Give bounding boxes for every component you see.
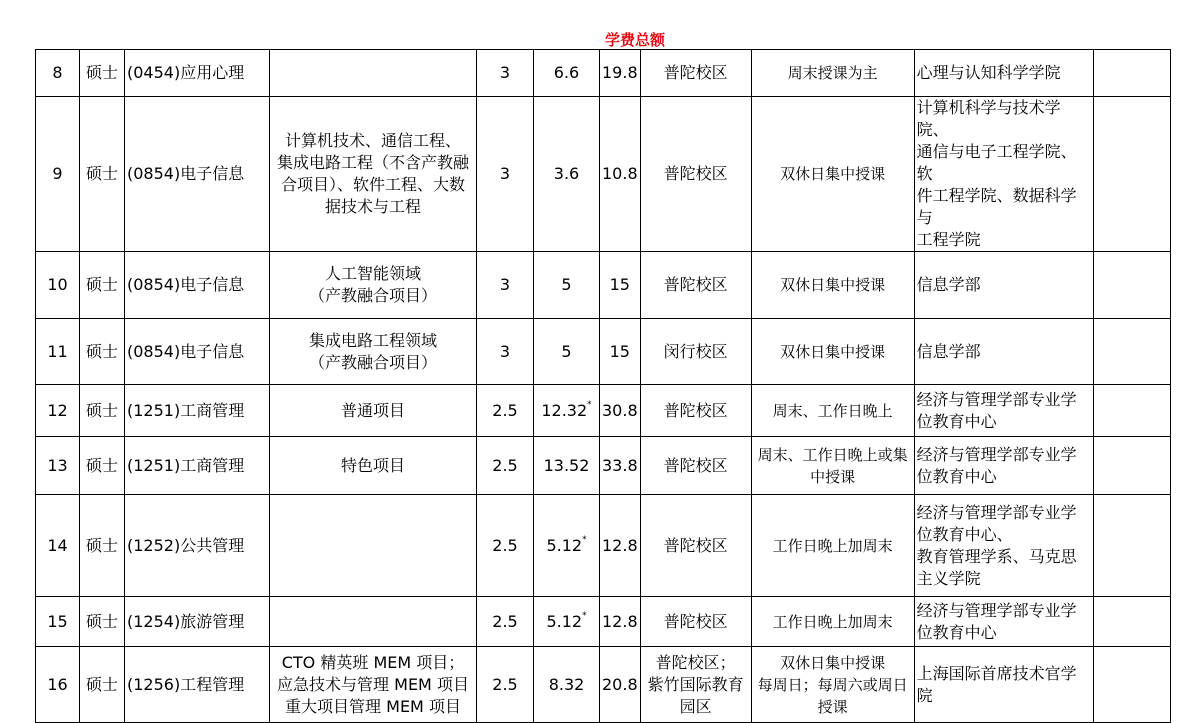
direction-cell-line: 特色项目 — [340, 455, 405, 475]
table-row — [36, 319, 1171, 385]
annual-fee-cell-text: 8.32 — [548, 674, 585, 694]
table-row — [36, 252, 1171, 319]
years-cell-text: 3 — [499, 341, 511, 361]
annual-fee-cell — [534, 252, 600, 319]
direction-cell — [270, 597, 477, 647]
major-cell-text: (1254)旅游管理 — [127, 611, 245, 631]
total-fee-cell-text: 15 — [609, 341, 630, 361]
major-cell-text: (0454)应用心理 — [127, 63, 245, 82]
school-cell-line: 位教育中心 — [916, 622, 997, 642]
degree-cell-text: 硕士 — [85, 674, 118, 694]
row-number-text: 11 — [47, 341, 68, 361]
campus-cell — [640, 597, 751, 647]
direction-cell — [270, 437, 477, 495]
degree-cell — [80, 319, 125, 385]
total-fee-cell — [600, 495, 641, 597]
direction-cell-line: （产教融合项目） — [308, 286, 437, 305]
table-row — [36, 385, 1171, 437]
major-cell — [125, 252, 270, 319]
row-number — [36, 495, 80, 597]
annual-fee-cell-text: 5 — [561, 341, 572, 361]
teaching-mode-cell — [751, 97, 914, 252]
direction-cell-line: 应急技术与管理 MEM 项目 — [277, 674, 469, 694]
degree-cell — [80, 385, 125, 437]
total-fee-cell-text: 10.8 — [602, 164, 638, 183]
campus-cell-line: 普陀校区 — [663, 455, 728, 475]
teaching-mode-cell-line: 双休日集中授课 — [780, 653, 886, 672]
annual-fee-cell — [534, 97, 600, 252]
school-cell-line: 通信与电子工程学院、软 — [916, 142, 1077, 183]
direction-cell-line: （产教融合项目） — [308, 352, 437, 372]
teaching-mode-cell — [751, 495, 914, 597]
degree-cell — [80, 437, 125, 495]
major-cell-text: (1251)工商管理 — [127, 455, 245, 475]
table-row — [36, 97, 1171, 252]
campus-cell-line: 普陀校区 — [663, 275, 728, 294]
degree-cell-text: 硕士 — [85, 63, 118, 82]
years-cell — [477, 252, 534, 319]
years-cell-text: 2.5 — [492, 674, 518, 694]
major-cell-text: (0854)电子信息 — [127, 275, 245, 294]
remarks-cell — [1093, 597, 1170, 647]
school-cell — [914, 495, 1093, 597]
row-number-text: 16 — [47, 674, 68, 694]
major-cell-text: (1251)工商管理 — [127, 400, 245, 420]
campus-cell — [640, 495, 751, 597]
annual-fee-cell-text: 5 — [561, 275, 572, 294]
years-cell — [477, 437, 534, 495]
school-cell-line: 经济与管理学部专业学 — [916, 502, 1077, 522]
school-cell — [914, 50, 1093, 97]
degree-cell — [80, 647, 125, 723]
degree-cell — [80, 597, 125, 647]
degree-cell-text: 硕士 — [85, 535, 118, 555]
teaching-mode-cell-line: 周末、工作日晚上或集 — [757, 445, 908, 464]
annual-fee-cell-text: 5.12 — [546, 611, 583, 631]
major-cell — [125, 437, 270, 495]
direction-cell — [270, 97, 477, 252]
school-cell-line: 位教育中心 — [916, 411, 997, 431]
teaching-mode-cell-line: 双休日集中授课 — [780, 165, 886, 183]
annual-fee-cell — [534, 495, 600, 597]
years-cell-text: 2.5 — [492, 400, 518, 420]
years-cell-text: 2.5 — [492, 535, 518, 555]
total-fee-cell — [600, 252, 641, 319]
annual-fee-mark: * — [582, 610, 587, 621]
table-row — [36, 647, 1171, 723]
row-number-text: 10 — [47, 275, 68, 294]
remarks-cell — [1093, 437, 1170, 495]
teaching-mode-cell — [751, 597, 914, 647]
school-cell-line: 经济与管理学部专业学 — [916, 600, 1077, 620]
years-cell — [477, 495, 534, 597]
total-fee-cell-text: 19.8 — [602, 63, 638, 82]
years-cell-text: 2.5 — [492, 455, 518, 475]
degree-cell-text: 硕士 — [85, 611, 118, 631]
direction-cell-line: 集成电路工程（不含产教融 — [276, 153, 469, 172]
annual-fee-cell — [534, 597, 600, 647]
degree-cell-text: 硕士 — [85, 275, 118, 294]
years-cell-text: 3 — [499, 164, 511, 183]
annual-fee-cell — [534, 319, 600, 385]
annual-fee-mark: * — [587, 399, 592, 410]
school-cell — [914, 97, 1093, 252]
annual-fee-cell-text: 5.12 — [546, 535, 583, 555]
row-number — [36, 437, 80, 495]
campus-cell-line: 普陀校区 — [663, 535, 728, 555]
row-number — [36, 50, 80, 97]
school-cell — [914, 385, 1093, 437]
years-cell — [477, 97, 534, 252]
school-cell-line: 信息学部 — [916, 275, 981, 294]
school-cell-line: 心理与认知科学学院 — [916, 63, 1061, 82]
years-cell — [477, 385, 534, 437]
table-row — [36, 495, 1171, 597]
school-cell — [914, 647, 1093, 723]
remarks-cell — [1093, 50, 1170, 97]
campus-cell-line: 闵行校区 — [663, 341, 728, 361]
annual-fee-cell-text: 6.6 — [553, 63, 580, 82]
degree-cell — [80, 50, 125, 97]
major-cell — [125, 647, 270, 723]
annual-fee-cell — [534, 647, 600, 723]
school-cell — [914, 252, 1093, 319]
annual-fee-cell — [534, 50, 600, 97]
table-row — [36, 597, 1171, 647]
degree-cell-text: 硕士 — [85, 400, 118, 420]
teaching-mode-cell-line: 授课 — [817, 697, 848, 716]
campus-cell-line: 普陀校区； — [655, 652, 736, 672]
degree-cell-text: 硕士 — [85, 455, 118, 475]
degree-cell-text: 硕士 — [85, 164, 118, 183]
campus-cell — [640, 252, 751, 319]
teaching-mode-cell-line: 周末授课为主 — [787, 64, 878, 82]
table-row — [36, 50, 1171, 97]
row-number-text: 14 — [47, 535, 68, 555]
annual-fee-cell-text: 12.32 — [541, 400, 588, 420]
campus-cell-line: 普陀校区 — [663, 164, 728, 183]
school-cell-line: 主义学院 — [916, 568, 981, 588]
direction-cell-line: 普通项目 — [340, 400, 405, 420]
total-fee-cell-text: 12.8 — [602, 535, 638, 555]
total-fee-cell-text: 30.8 — [602, 400, 638, 420]
years-cell-text: 3 — [499, 63, 511, 82]
remarks-cell — [1093, 647, 1170, 723]
degree-cell-text: 硕士 — [85, 341, 118, 361]
row-number — [36, 385, 80, 437]
campus-cell — [640, 50, 751, 97]
campus-cell — [640, 437, 751, 495]
total-fee-cell — [600, 385, 641, 437]
total-fee-cell — [600, 50, 641, 97]
direction-cell — [270, 319, 477, 385]
school-cell-line: 教育管理学系、马克思 — [916, 546, 1077, 566]
major-cell — [125, 495, 270, 597]
school-cell-line: 经济与管理学部专业学 — [916, 444, 1077, 464]
school-cell-line: 位教育中心 — [916, 466, 997, 486]
teaching-mode-cell — [751, 252, 914, 319]
campus-cell — [640, 647, 751, 723]
row-number — [36, 97, 80, 252]
major-cell-text: (0854)电子信息 — [127, 164, 245, 183]
years-cell — [477, 319, 534, 385]
years-cell — [477, 50, 534, 97]
teaching-mode-cell-line: 工作日晚上加周末 — [772, 536, 893, 555]
row-number — [36, 597, 80, 647]
school-cell-line: 经济与管理学部专业学 — [916, 389, 1077, 409]
teaching-mode-cell — [751, 50, 914, 97]
school-cell-line: 位教育中心、 — [916, 524, 1013, 544]
remarks-cell — [1093, 319, 1170, 385]
total-fee-cell-text: 33.8 — [602, 455, 638, 475]
direction-cell — [270, 50, 477, 97]
school-cell — [914, 437, 1093, 495]
teaching-mode-cell-line: 双休日集中授课 — [780, 342, 886, 361]
school-cell-line: 工程学院 — [916, 230, 981, 249]
degree-cell — [80, 252, 125, 319]
major-cell — [125, 319, 270, 385]
campus-cell-line: 普陀校区 — [663, 63, 728, 82]
program-table — [35, 49, 1171, 723]
direction-cell — [270, 495, 477, 597]
school-cell-line: 计算机科学与技术学院、 — [916, 98, 1061, 139]
years-cell — [477, 647, 534, 723]
school-cell — [914, 597, 1093, 647]
teaching-mode-cell — [751, 319, 914, 385]
teaching-mode-cell-line: 中授课 — [810, 467, 856, 486]
annual-fee-cell — [534, 385, 600, 437]
direction-cell-line: 计算机技术、通信工程、 — [284, 131, 461, 150]
direction-cell — [270, 252, 477, 319]
teaching-mode-cell-line: 双休日集中授课 — [780, 276, 886, 294]
campus-cell-line: 普陀校区 — [663, 611, 728, 631]
school-cell-line: 件工程学院、数据科学与 — [916, 186, 1077, 227]
annual-fee-cell-text: 13.52 — [543, 455, 590, 475]
campus-cell-line: 园区 — [679, 696, 712, 716]
total-fee-cell — [600, 319, 641, 385]
school-cell-line: 信息学部 — [916, 341, 981, 361]
direction-cell-line: CTO 精英班 MEM 项目； — [281, 652, 465, 672]
major-cell — [125, 597, 270, 647]
teaching-mode-cell-line: 周末、工作日晚上 — [772, 401, 893, 420]
remarks-cell — [1093, 495, 1170, 597]
major-cell-text: (0854)电子信息 — [127, 341, 245, 361]
total-fee-cell — [600, 647, 641, 723]
major-cell — [125, 97, 270, 252]
remarks-cell — [1093, 252, 1170, 319]
major-cell — [125, 385, 270, 437]
total-fee-cell-text: 12.8 — [602, 611, 638, 631]
campus-cell — [640, 97, 751, 252]
major-cell — [125, 50, 270, 97]
row-number — [36, 319, 80, 385]
years-cell-text: 3 — [499, 275, 511, 294]
total-fee-cell-text: 15 — [609, 275, 630, 294]
direction-cell-line: 重大项目管理 MEM 项目 — [285, 696, 461, 716]
remarks-cell — [1093, 385, 1170, 437]
row-number-text: 9 — [52, 164, 63, 183]
row-number-text: 15 — [47, 611, 68, 631]
direction-cell-line: 集成电路工程领域 — [308, 330, 437, 350]
teaching-mode-cell — [751, 437, 914, 495]
teaching-mode-cell-line: 工作日晚上加周末 — [772, 612, 893, 631]
row-number-text: 12 — [47, 400, 68, 420]
campus-cell — [640, 385, 751, 437]
campus-cell-line: 紫竹国际教育 — [647, 674, 744, 694]
major-cell-text: (1256)工程管理 — [127, 674, 245, 694]
annual-fee-cell-text: 3.6 — [553, 164, 580, 183]
degree-cell — [80, 495, 125, 597]
total-fee-cell-text: 20.8 — [602, 674, 638, 694]
school-cell — [914, 319, 1093, 385]
years-cell-text: 2.5 — [492, 611, 518, 631]
row-number — [36, 252, 80, 319]
campus-cell — [640, 319, 751, 385]
major-cell-text: (1252)公共管理 — [127, 535, 245, 555]
direction-cell-line: 据技术与工程 — [324, 197, 421, 216]
teaching-mode-cell — [751, 647, 914, 723]
remarks-cell — [1093, 97, 1170, 252]
teaching-mode-cell-line: 每周日；每周六或周日 — [757, 675, 908, 694]
total-fee-cell — [600, 437, 641, 495]
row-number-text: 8 — [52, 63, 63, 82]
direction-cell — [270, 385, 477, 437]
total-fee-cell — [600, 597, 641, 647]
school-cell-line: 上海国际首席技术官学 — [916, 663, 1077, 683]
row-number-text: 13 — [47, 455, 68, 475]
annual-fee-mark: * — [582, 534, 587, 545]
total-fee-cell — [600, 97, 641, 252]
fee-total-header: 学费总额 — [605, 31, 666, 49]
direction-cell — [270, 647, 477, 723]
direction-cell-line: 合项目）、软件工程、大数 — [280, 175, 465, 194]
campus-cell-line: 普陀校区 — [663, 400, 728, 420]
degree-cell — [80, 97, 125, 252]
teaching-mode-cell — [751, 385, 914, 437]
direction-cell-line: 人工智能领域 — [324, 264, 421, 283]
row-number — [36, 647, 80, 723]
annual-fee-cell — [534, 437, 600, 495]
school-cell-line: 院 — [916, 685, 933, 705]
table-row — [36, 437, 1171, 495]
years-cell — [477, 597, 534, 647]
